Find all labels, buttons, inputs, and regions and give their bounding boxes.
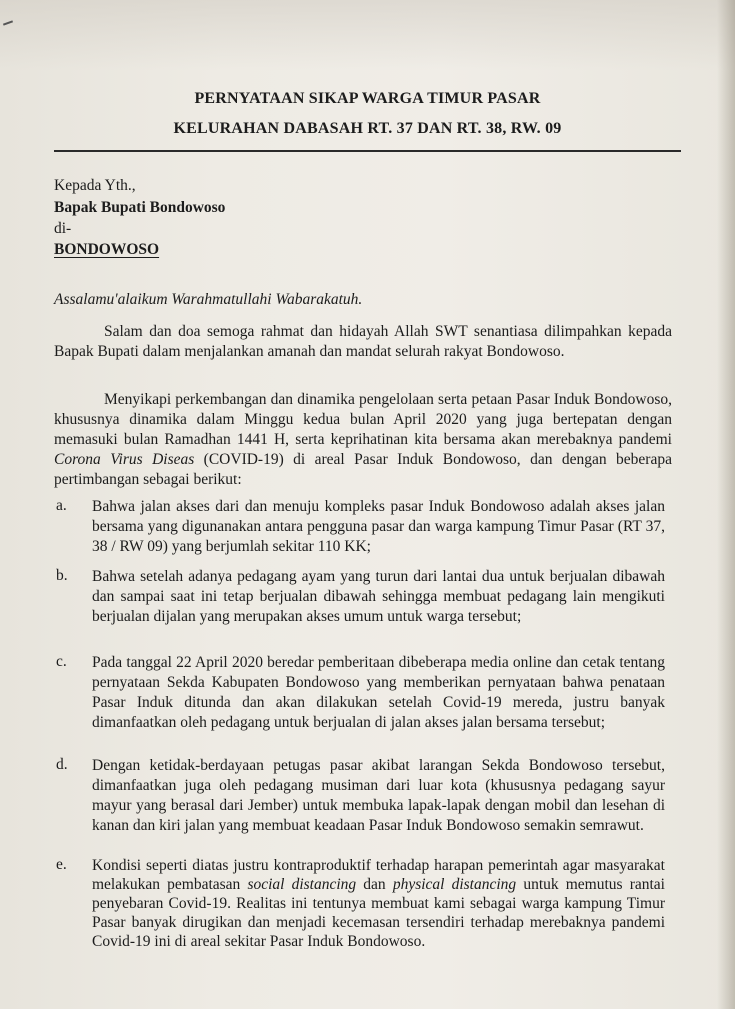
paragraph-menyikapi [54,390,672,490]
page-shadow-top [0,0,735,70]
paragraph-salam: Salam dan doa semoga rahmat dan hidayah Allah SWT senantiasa dilimpahkan kepada Bapak Bupati dalam menjalankan amanah dan mandat selurah rakyat Bondowoso. [54,323,672,360]
list-item-d-text: Dengan ketidak-berdayaan petugas pasar akibat larangan Sekda Bondowoso tersebut, dimanfaatkan juga oleh pedagang musiman dari luar kota (khususnya pedagang sayur mayur yang berasal dari Jember) untuk membuka lapak-lapak dengan mobil dan lesehan di kanan dan kiri jalan yang membuat keadaan Pasar Induk Bondowoso semakin semrawut. [92,757,665,834]
list-item-e-part3: untuk memutus rantai penyebaran Covid-19. Realitas ini tentunya membuat kami sebagai warga kampung Timur Pasar banyak dirugikan dan menjadi kecemasan tersendiri terhadap merebaknya pandemi Covid-19 ini di areal sekitar Pasar Induk Bondowoso. [92,876,665,950]
list-item-e-italic2: physical distancing [392,876,517,893]
page-shadow-right [717,0,735,1009]
list-item-e-text [92,856,665,951]
list-item-a-text: Bahwa jalan akses dari dan menuju kompleks pasar Induk Bondowoso adalah akses jalan bersama yang digunanakan antara pengguna pasar dan warga kampung Timur Pasar (RT 37, 38 / RW 09) yang berjumlah sekitar 110 KK; [92,498,665,555]
list-item-e-marker: e. [56,856,67,873]
title-line-2: KELURAHAN DABASAH RT. 37 DAN RT. 38, RW. 09 [173,120,562,137]
list-item-d-marker: d. [56,756,68,773]
list-item-c-text: Pada tanggal 22 April 2020 beredar pemberitaan dibeberapa media online dan cetak tentang pernyataan Sekda Kabupaten Bondowoso yang memberikan pernyataan bahwa penataan Pasar Induk ditunda dan akan dilakukan setelah Covid-19 mereda, justru banyak dimanfaatkan oleh pedagang untuk berjualan di jalan akses jalan bersama tersebut; [92,654,665,731]
list-item-b-marker: b. [56,567,68,584]
header-divider [54,150,681,152]
list-item-e-part1: Kondisi seperti diatas justru kontraproduktif terhadap harapan pemerintah agar masyarakat melakukan pembatasan [92,857,665,893]
paragraph-menyikapi-part2: (COVID-19) di areal Pasar Induk Bondowoso, dan dengan beberapa pertimbangan sebagai berikut: [54,451,672,488]
paragraph-menyikapi-part1: Menyikapi perkembangan dan dinamika pengelolaan serta petaan Pasar Induk Bondowoso, khususnya dinamika dalam Minggu kedua bulan April 2020 yang juga bertepatan dengan memasuki bulan Ramadhan 1441 H, serta keprihatinan kita bersama akan merebaknya pandemi [54,391,672,448]
list-item-c-marker: c. [56,653,67,670]
recipient-city: BONDOWOSO [54,241,160,258]
title-line-1: PERNYATAAN SIKAP WARGA TIMUR PASAR [194,90,541,107]
paragraph-menyikapi-italic: Corona Virus Diseas [54,451,195,468]
recipient-name: Bapak Bupati Bondowoso [54,199,226,216]
list-item-e-part2: dan [356,876,393,893]
list-item-e-italic1: social distancing [247,876,357,893]
opening-greeting: Assalamu'alaikum Warahmatullahi Wabarakatuh. [54,291,363,308]
recipient-at: di- [54,220,72,237]
recipient-salutation: Kepada Yth., [54,177,136,194]
list-item-a-marker: a. [56,497,67,514]
list-item-b-text: Bahwa setelah adanya pedagang ayam yang turun dari lantai dua untuk berjualan dibawah dan sampai saat ini tetap berjualan dibawah sehingga membuat pedagang lain mengikuti berjualan dijalan yang merupakan akses umum untuk warga tersebut; [92,568,665,625]
